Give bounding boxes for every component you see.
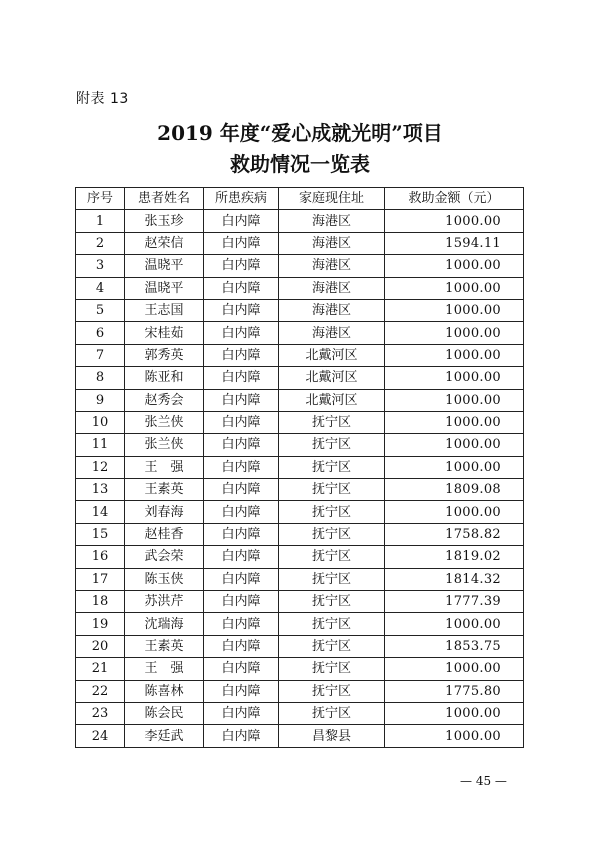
cell-disease: 白内障 [204,389,279,411]
table-row [76,501,524,523]
cell-patient-name: 王 强 [125,456,204,478]
table-row [76,591,524,613]
cell-disease: 白内障 [204,635,279,657]
cell-disease: 白内障 [204,434,279,456]
cell-address: 抚宁区 [279,434,385,456]
table-row [76,434,524,456]
cell-address: 海港区 [279,210,385,232]
cell-serial: 13 [76,479,125,501]
cell-serial: 4 [76,277,125,299]
cell-serial: 5 [76,299,125,321]
cell-disease: 白内障 [204,546,279,568]
cell-disease: 白内障 [204,725,279,747]
cell-disease: 白内障 [204,210,279,232]
table-row [76,613,524,635]
cell-patient-name: 赵荣信 [125,232,204,254]
cell-serial: 1 [76,210,125,232]
cell-address: 北戴河区 [279,367,385,389]
cell-amount: 1853.75 [385,635,524,657]
cell-amount: 1000.00 [385,389,524,411]
document-title-line1: 2019 年度“爱心成就光明”项目 [157,121,443,145]
cell-address: 抚宁区 [279,411,385,433]
appendix-label: 附表 13 [76,91,129,107]
cell-disease: 白内障 [204,613,279,635]
cell-address: 抚宁区 [279,568,385,590]
cell-address: 海港区 [279,232,385,254]
header-disease: 所患疾病 [204,188,279,210]
cell-serial: 24 [76,725,125,747]
cell-address: 北戴河区 [279,344,385,366]
table-row [76,635,524,657]
cell-address: 抚宁区 [279,501,385,523]
cell-address: 海港区 [279,277,385,299]
cell-serial: 12 [76,456,125,478]
cell-amount: 1000.00 [385,725,524,747]
cell-patient-name: 苏洪芹 [125,591,204,613]
cell-amount: 1777.39 [385,591,524,613]
table-row [76,456,524,478]
cell-patient-name: 张玉珍 [125,210,204,232]
cell-disease: 白内障 [204,479,279,501]
cell-disease: 白内障 [204,322,279,344]
cell-serial: 8 [76,367,125,389]
cell-amount: 1000.00 [385,411,524,433]
cell-patient-name: 张兰侠 [125,434,204,456]
cell-address: 抚宁区 [279,456,385,478]
cell-serial: 16 [76,546,125,568]
cell-address: 海港区 [279,299,385,321]
cell-serial: 15 [76,523,125,545]
cell-amount: 1000.00 [385,434,524,456]
table-row [76,680,524,702]
cell-address: 海港区 [279,255,385,277]
table-body [76,210,524,747]
cell-address: 抚宁区 [279,523,385,545]
document-title-line2: 救助情况一览表 [230,152,370,176]
cell-patient-name: 刘春海 [125,501,204,523]
cell-serial: 14 [76,501,125,523]
table-row [76,322,524,344]
table-row [76,210,524,232]
cell-patient-name: 宋桂茹 [125,322,204,344]
header-amount: 救助金额（元） [385,188,524,210]
cell-address: 抚宁区 [279,680,385,702]
cell-amount: 1000.00 [385,277,524,299]
cell-patient-name: 张兰侠 [125,411,204,433]
cell-patient-name: 武会荣 [125,546,204,568]
cell-serial: 2 [76,232,125,254]
cell-patient-name: 沈瑞海 [125,613,204,635]
cell-amount: 1000.00 [385,367,524,389]
cell-patient-name: 陈喜林 [125,680,204,702]
cell-amount: 1758.82 [385,523,524,545]
cell-serial: 9 [76,389,125,411]
cell-amount: 1000.00 [385,658,524,680]
cell-patient-name: 王素英 [125,479,204,501]
table-row [76,367,524,389]
cell-disease: 白内障 [204,232,279,254]
cell-address: 抚宁区 [279,546,385,568]
cell-amount: 1594.11 [385,232,524,254]
table-header-row [76,188,524,210]
table-row [76,523,524,545]
cell-disease: 白内障 [204,277,279,299]
table-row [76,546,524,568]
cell-patient-name: 温晓平 [125,277,204,299]
table-row [76,277,524,299]
cell-address: 抚宁区 [279,658,385,680]
cell-patient-name: 温晓平 [125,255,204,277]
cell-disease: 白内障 [204,680,279,702]
cell-address: 昌黎县 [279,725,385,747]
cell-patient-name: 郭秀英 [125,344,204,366]
relief-table [75,187,524,748]
cell-serial: 6 [76,322,125,344]
cell-patient-name: 王志国 [125,299,204,321]
cell-disease: 白内障 [204,367,279,389]
cell-address: 北戴河区 [279,389,385,411]
cell-address: 抚宁区 [279,479,385,501]
cell-disease: 白内障 [204,456,279,478]
table-row [76,411,524,433]
cell-serial: 18 [76,591,125,613]
cell-serial: 23 [76,702,125,724]
cell-disease: 白内障 [204,591,279,613]
table-row [76,702,524,724]
cell-amount: 1814.32 [385,568,524,590]
cell-address: 抚宁区 [279,613,385,635]
cell-amount: 1000.00 [385,210,524,232]
cell-serial: 20 [76,635,125,657]
table-row [76,479,524,501]
cell-serial: 10 [76,411,125,433]
cell-disease: 白内障 [204,658,279,680]
cell-disease: 白内障 [204,255,279,277]
cell-patient-name: 陈玉侠 [125,568,204,590]
cell-disease: 白内障 [204,299,279,321]
cell-disease: 白内障 [204,702,279,724]
cell-patient-name: 赵秀会 [125,389,204,411]
cell-disease: 白内障 [204,411,279,433]
cell-address: 抚宁区 [279,702,385,724]
cell-amount: 1000.00 [385,613,524,635]
header-serial: 序号 [76,188,125,210]
cell-patient-name: 陈亚和 [125,367,204,389]
table-row [76,568,524,590]
cell-serial: 3 [76,255,125,277]
cell-address: 海港区 [279,322,385,344]
header-patient-name: 患者姓名 [125,188,204,210]
cell-patient-name: 赵桂香 [125,523,204,545]
table-row [76,255,524,277]
table-row [76,725,524,747]
cell-patient-name: 王 强 [125,658,204,680]
cell-disease: 白内障 [204,523,279,545]
cell-disease: 白内障 [204,568,279,590]
cell-serial: 21 [76,658,125,680]
cell-amount: 1000.00 [385,344,524,366]
cell-serial: 19 [76,613,125,635]
table-row [76,344,524,366]
cell-amount: 1000.00 [385,501,524,523]
cell-patient-name: 王素英 [125,635,204,657]
cell-disease: 白内障 [204,501,279,523]
cell-amount: 1809.08 [385,479,524,501]
cell-amount: 1000.00 [385,322,524,344]
cell-serial: 7 [76,344,125,366]
table-row [76,299,524,321]
table-row [76,232,524,254]
cell-serial: 17 [76,568,125,590]
cell-disease: 白内障 [204,344,279,366]
page-number: — 45 — [460,774,507,788]
cell-amount: 1819.02 [385,546,524,568]
cell-amount: 1000.00 [385,255,524,277]
cell-address: 抚宁区 [279,591,385,613]
table-row [76,389,524,411]
cell-patient-name: 李廷武 [125,725,204,747]
table-row [76,658,524,680]
cell-serial: 11 [76,434,125,456]
cell-amount: 1775.80 [385,680,524,702]
cell-amount: 1000.00 [385,456,524,478]
cell-amount: 1000.00 [385,702,524,724]
header-address: 家庭现住址 [279,188,385,210]
cell-address: 抚宁区 [279,635,385,657]
cell-patient-name: 陈会民 [125,702,204,724]
cell-serial: 22 [76,680,125,702]
cell-amount: 1000.00 [385,299,524,321]
